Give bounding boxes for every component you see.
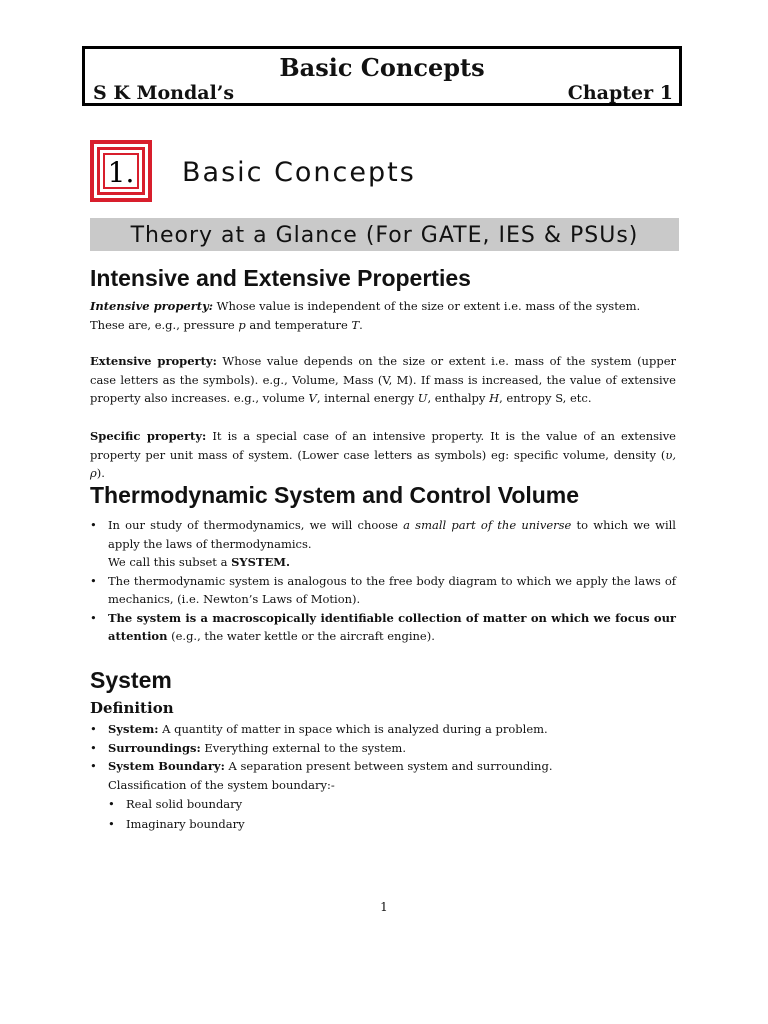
intensive-text: Whose value is independent of the size or extent i.e. mass of the system. — [213, 299, 641, 313]
section-title-system: System — [90, 667, 172, 693]
classification-text: Classification of the system boundary:- — [108, 777, 335, 792]
bullet2-text: The thermodynamic system is analogous to the free body diagram to which we apply the laws of mechanics, (i.e. Newton’s Laws of Motion). — [108, 573, 676, 606]
boundary-type: Imaginary boundary — [126, 816, 245, 831]
bullet3-bold: The system is a macroscopically identifiable collection of matter on which we focus our attention — [108, 610, 676, 643]
intensive-line2-a: These are, e.g., pressure — [90, 317, 239, 332]
extensive-H: H — [489, 391, 500, 405]
theory-banner — [90, 218, 679, 251]
extensive-U: U — [417, 391, 428, 405]
intensive-p: p — [238, 317, 246, 332]
theory-banner-text: Theory at a Glance (For GATE, IES & PSUs) — [130, 223, 639, 248]
intensive-line2-c: . — [359, 317, 363, 332]
list-item — [90, 757, 676, 776]
extensive-label: Extensive property: — [90, 354, 217, 368]
bullet1-system: SYSTEM. — [231, 555, 290, 569]
intensive-paragraph — [90, 297, 676, 334]
specific-symbols: υ, ρ — [90, 447, 676, 480]
page-number: 1 — [380, 900, 388, 914]
list-item — [90, 720, 676, 739]
list-item — [90, 739, 676, 758]
definition-text: Everything external to the system. — [200, 740, 406, 755]
boundary-type: Real solid boundary — [126, 797, 243, 811]
definition-text: A separation present between system and surrounding. — [224, 759, 553, 773]
definition-label: System: — [108, 722, 159, 736]
list-item — [90, 516, 676, 572]
chapter-number-box — [90, 140, 152, 202]
section-title-properties: Intensive and Extensive Properties — [90, 265, 471, 291]
boundary-bullets — [90, 795, 676, 833]
header-chapter: Chapter 1 — [567, 82, 673, 104]
bullet1-italic: a small part of the universe — [403, 518, 572, 532]
extensive-paragraph — [90, 352, 676, 408]
list-item — [90, 572, 676, 609]
intensive-line2-b: and temperature — [245, 317, 352, 332]
chapter-heading: Basic Concepts — [182, 157, 416, 188]
intensive-T: T — [351, 317, 360, 332]
definition-bullets — [90, 720, 676, 794]
extensive-text-d: , entropy S, etc. — [499, 391, 592, 405]
specific-paragraph — [90, 427, 676, 483]
specific-text-a: It is a special case of an intensive property. It is the value of an extensive property per unit mass of system. (Lower case letters as symbols) eg: specific volume, density ( — [90, 429, 676, 462]
bullet1-text-a: In our study of thermodynamics, we will choose — [108, 518, 404, 532]
bullet1-text-b: to which we will apply the laws of thermodynamics. — [108, 518, 676, 551]
chapter-number: 1. — [107, 156, 135, 189]
classification-line — [90, 776, 676, 795]
header-title: Basic Concepts — [279, 53, 485, 82]
definition-text: A quantity of matter in space which is analyzed during a problem. — [158, 722, 548, 736]
intensive-label: Intensive property: — [90, 299, 214, 313]
bullet3-rest: (e.g., the water kettle or the aircraft engine). — [167, 629, 435, 643]
bullet1-line-a: We call this subset a — [108, 555, 232, 569]
list-item — [90, 815, 676, 834]
extensive-text-c: , enthalpy — [427, 391, 490, 405]
list-item — [90, 609, 676, 646]
extensive-text-b: , internal energy — [316, 391, 418, 405]
definition-label: Surroundings: — [108, 740, 201, 755]
specific-label: Specific property: — [90, 429, 207, 443]
extensive-text-a: Whose value depends on the size or extent i.e. mass of the system (upper case letters as the symbols). e.g., Volume, Mass (V, M). If mass is increased, the value of extensive property also increases. e.g., volume — [90, 354, 676, 405]
list-item — [90, 795, 676, 814]
specific-text-b: ). — [96, 466, 105, 480]
section-title-system-control-volume: Thermodynamic System and Control Volume — [90, 482, 580, 508]
definition-label: System Boundary: — [108, 759, 225, 773]
definition-heading: Definition — [90, 699, 174, 717]
page-header — [82, 46, 682, 106]
system-bullets — [90, 516, 676, 646]
extensive-V: V — [308, 391, 317, 405]
header-author: S K Mondal’s — [93, 82, 235, 104]
